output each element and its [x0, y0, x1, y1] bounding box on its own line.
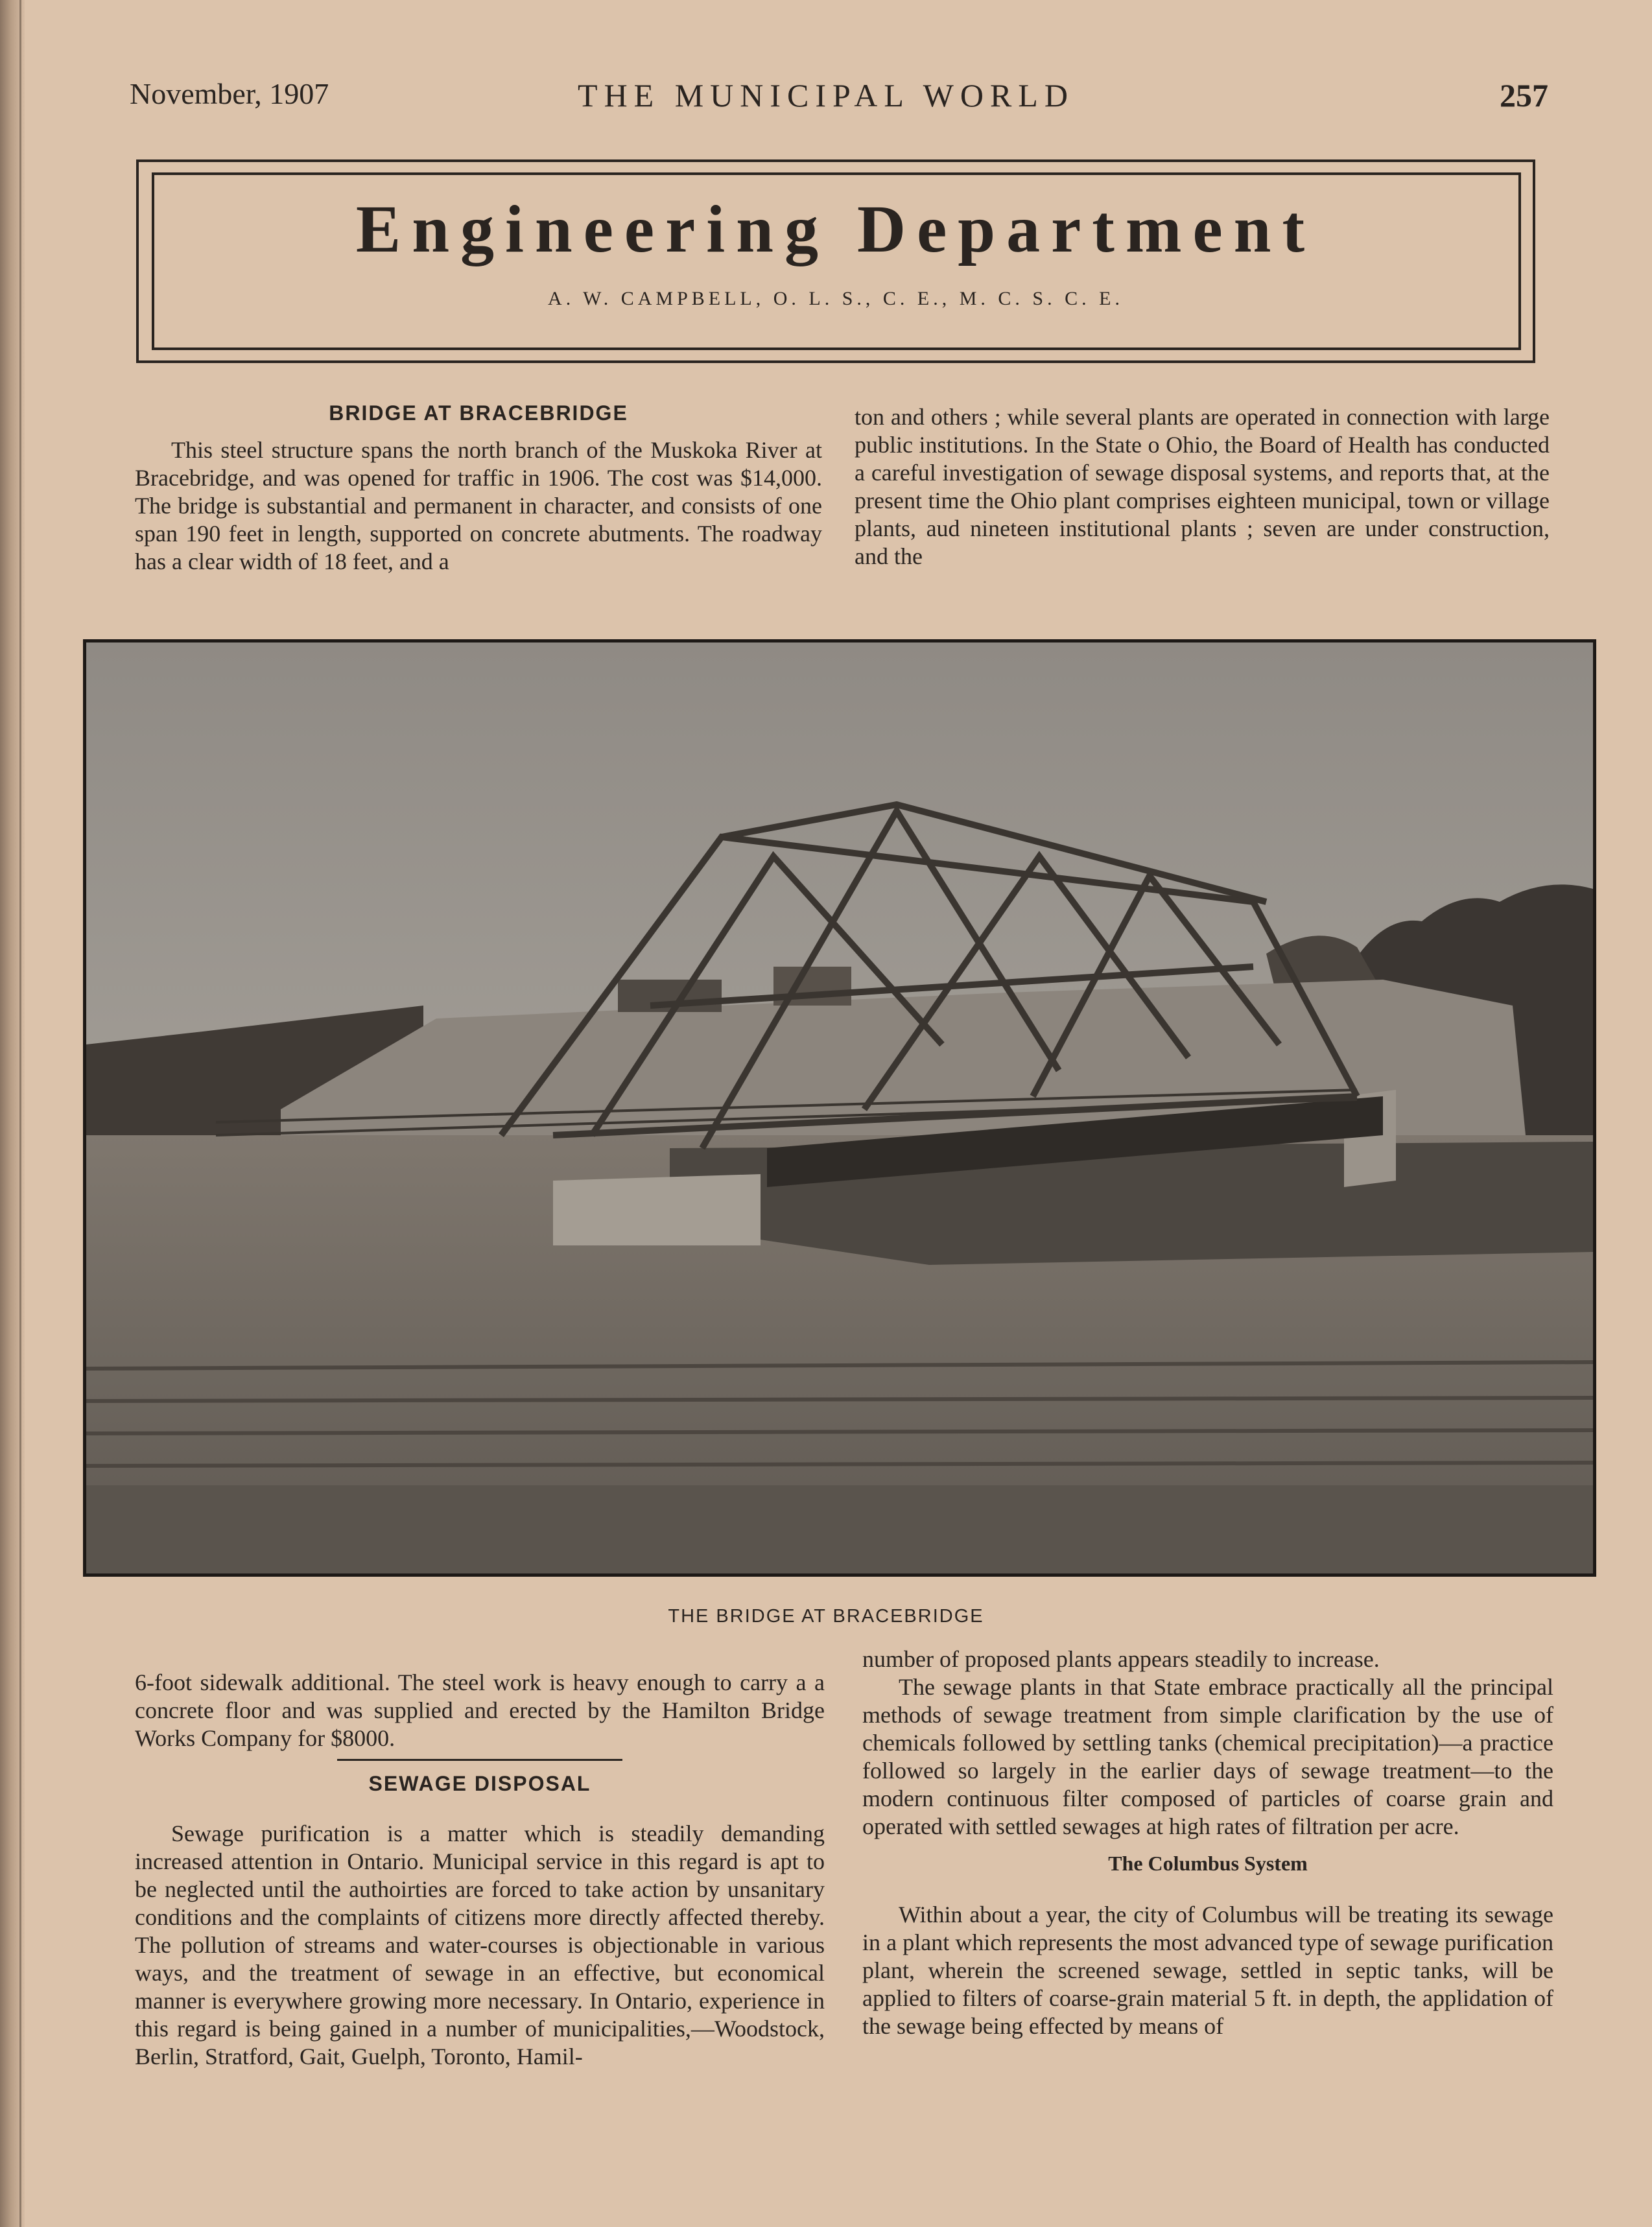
publication-title: THE MUNICIPAL WORLD — [578, 77, 1074, 113]
department-title: Engineering Department — [355, 192, 1316, 266]
bridge-photograph — [83, 639, 1596, 1577]
page-binding-edge — [0, 0, 25, 2227]
photo-caption: THE BRIDGE AT BRACEBRIDGE — [668, 1606, 984, 1627]
page-number: 257 — [1500, 77, 1548, 113]
bridge-article-paragraph-2: 6-foot sidewalk additional. The steel work is heavy enough to carry a a concrete floor and was supplied and erected by the Hamilton Bridge Works Company for $8000. — [135, 1669, 825, 1751]
sewage-article-heading: SEWAGE DISPOSAL — [368, 1772, 591, 1795]
section-divider — [337, 1759, 622, 1761]
right-column-bottom — [862, 1645, 1553, 2040]
bridge-article-top — [135, 399, 822, 576]
sewage-paragraph-continued: ton and others ; while several plants are operated in connection with large public institutions. In the State o Ohio, the Board of Health has conducted a careful investigation of sewage disposal systems, and reports that, at the present time the Ohio plant comprises eighteen municipal, town or village plants, aud nineteen institutional plants ; seven are under construction, and the — [855, 404, 1550, 569]
bridge-article-heading: BRIDGE AT BRACEBRIDGE — [329, 401, 628, 425]
department-author: A. W. CAMPBELL, O. L. S., C. E., M. C. S. C. E. — [548, 288, 1124, 309]
left-column-bottom — [135, 1669, 825, 2071]
bridge-photo-illustration — [86, 642, 1593, 1573]
issue-date: November, 1907 — [130, 77, 329, 110]
sewage-article-paragraph-1: Sewage purification is a matter which is steadily demanding increased attention in Ontario. Municipal service in this regard is apt to be neglected until the authoirties are forced to take action by unsanitary conditions and the complaints of citizens more directly affected thereby. The pollution of streams and water-courses is objectionable in various ways, and the treatment of sewage in an effective, but economical manner is everywhere growing more necessary. In Ontario, experience in this regard is being gained in a number of municipalities,—Woodstock, Berlin, Stratford, Gait, Guelph, Toronto, Hamil- — [135, 1820, 825, 2069]
bridge-article-paragraph-1: This steel structure spans the north branch of the Muskoka River at Bracebridge, and was opened for traffic in 1906. The cost was $14,000. The bridge is substantial and permanent in character, and consists of one span 190 feet in length, supported on concrete abutments. The roadway has a clear width of 18 feet, and a — [135, 437, 822, 574]
sewage-paragraph-continuation: number of proposed plants appears steadily to increase. — [862, 1646, 1380, 1672]
sewage-article-right-top — [855, 403, 1550, 571]
columbus-system-subheading: The Columbus System — [1108, 1852, 1308, 1875]
columbus-system-paragraph: Within about a year, the city of Columbus will be treating its sewage in a plant which represents the most advanced type of sewage purification plant, wherein the screened sewage, settled in septic tanks, will be applied to filters of coarse-grain material 5 ft. in depth, the applidation of the sewage being effected by means of — [862, 1902, 1553, 2039]
sewage-paragraph-methods: The sewage plants in that State embrace practically all the principal methods of sewage treatment from simple clarification by the use of chemicals followed by settling tanks (chemical precipitation)—a practice followed so largely in the earlier days of sewage treatment—to the modern continuous filter composed of particles of coarse grain and operated with settled sewages at high rates of filtration per acre. — [862, 1674, 1553, 1839]
